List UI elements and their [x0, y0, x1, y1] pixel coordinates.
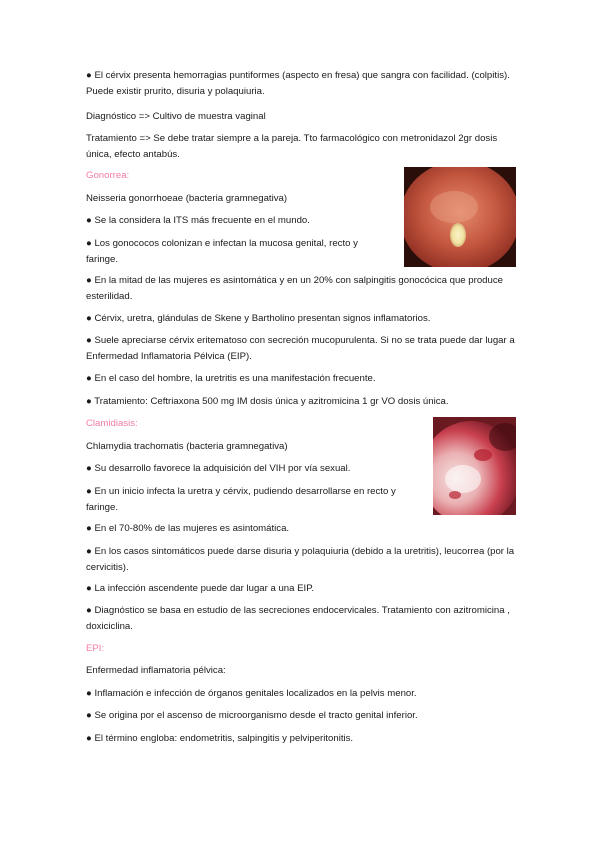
gonorrea-bullet-4: ● Cérvix, uretra, glándulas de Skene y Bartholino presentan signos inflamatorios.: [86, 313, 431, 324]
clamidiasis-bullet-2: ● En un inicio infecta la uretra y cérvix, pudiendo desarrollarse en recto y faringe.: [86, 486, 396, 513]
gonorrea-bullet-2: ● Los gonococos colonizan e infectan la mucosa genital, recto y faringe.: [86, 238, 358, 265]
cervix-gonorrea-image: [404, 167, 516, 267]
clamidiasis-bullet-3: ● En el 70-80% de las mujeres es asintomática.: [86, 523, 290, 534]
clamidiasis-bullet-1: ● Su desarrollo favorece la adquisición del VIH por vía sexual.: [86, 463, 351, 474]
paragraph-tratamiento: Tratamiento => Se debe tratar siempre a la pareja. Tto farmacológico con metronidazol 2gr dosis única, efecto antabús.: [86, 133, 498, 160]
clamidiasis-bullet-5: ● La infección ascendente puede dar lugar a una EIP.: [86, 583, 315, 594]
gonorrea-bullet-7: ● Tratamiento: Ceftriaxona 500 mg IM dosis única y azitromicina 1 gr VO dosis única.: [86, 396, 449, 407]
paragraph-colpitis: ● El cérvix presenta hemorragias puntiformes (aspecto en fresa) que sangra con facilidad. (colpitis). Puede existir prurito, disuria y polaquiuria.: [86, 70, 510, 97]
cervix-clamidiasis-image: [433, 417, 516, 515]
gonorrea-bullet-6: ● En el caso del hombre, la uretritis es una manifestación frecuente.: [86, 373, 376, 384]
epi-bullet-1: ● Inflamación e infección de órganos genitales localizados en la pelvis menor.: [86, 688, 417, 699]
gonorrea-bullet-3: ● En la mitad de las mujeres es asintomática y en un 20% con salpingitis gonocócica que produce esterilidad.: [86, 275, 503, 302]
heading-epi: EPI:: [86, 643, 105, 654]
epi-bullet-2: ● Se origina por el ascenso de microorganismo desde el tracto genital inferior.: [86, 710, 418, 721]
clamidiasis-subtitle: Chlamydia trachomatis (bacteria gramnegativa): [86, 441, 288, 452]
gonorrea-bullet-1: ● Se la considera la ITS más frecuente en el mundo.: [86, 215, 310, 226]
paragraph-diagnostico: Diagnóstico => Cultivo de muestra vaginal: [86, 111, 266, 122]
gonorrea-bullet-5: ● Suele apreciarse cérvix eritematoso con secreción mucopurulenta. Si no se trata puede dar lugar a Enfermedad Inflamatoria Pélvica (EIP).: [86, 335, 515, 362]
clamidiasis-bullet-4: ● En los casos sintomáticos puede darse disuria y polaquiuria (debido a la uretritis), leucorrea (por la cervicitis).: [86, 546, 515, 573]
heading-clamidiasis: Clamidiasis:: [86, 418, 138, 429]
epi-subtitle: Enfermedad inflamatoria pélvica:: [86, 665, 226, 676]
heading-gonorrea: Gonorrea:: [86, 170, 130, 181]
clamidiasis-bullet-6: ● Diagnóstico se basa en estudio de las secreciones endocervicales. Tratamiento con azitromicina , doxiciclina.: [86, 605, 510, 632]
gonorrea-subtitle: Neisseria gonorrhoeae (bacteria gramnegativa): [86, 193, 288, 204]
epi-bullet-3: ● El término engloba: endometritis, salpingitis y pelviperitonitis.: [86, 733, 354, 744]
